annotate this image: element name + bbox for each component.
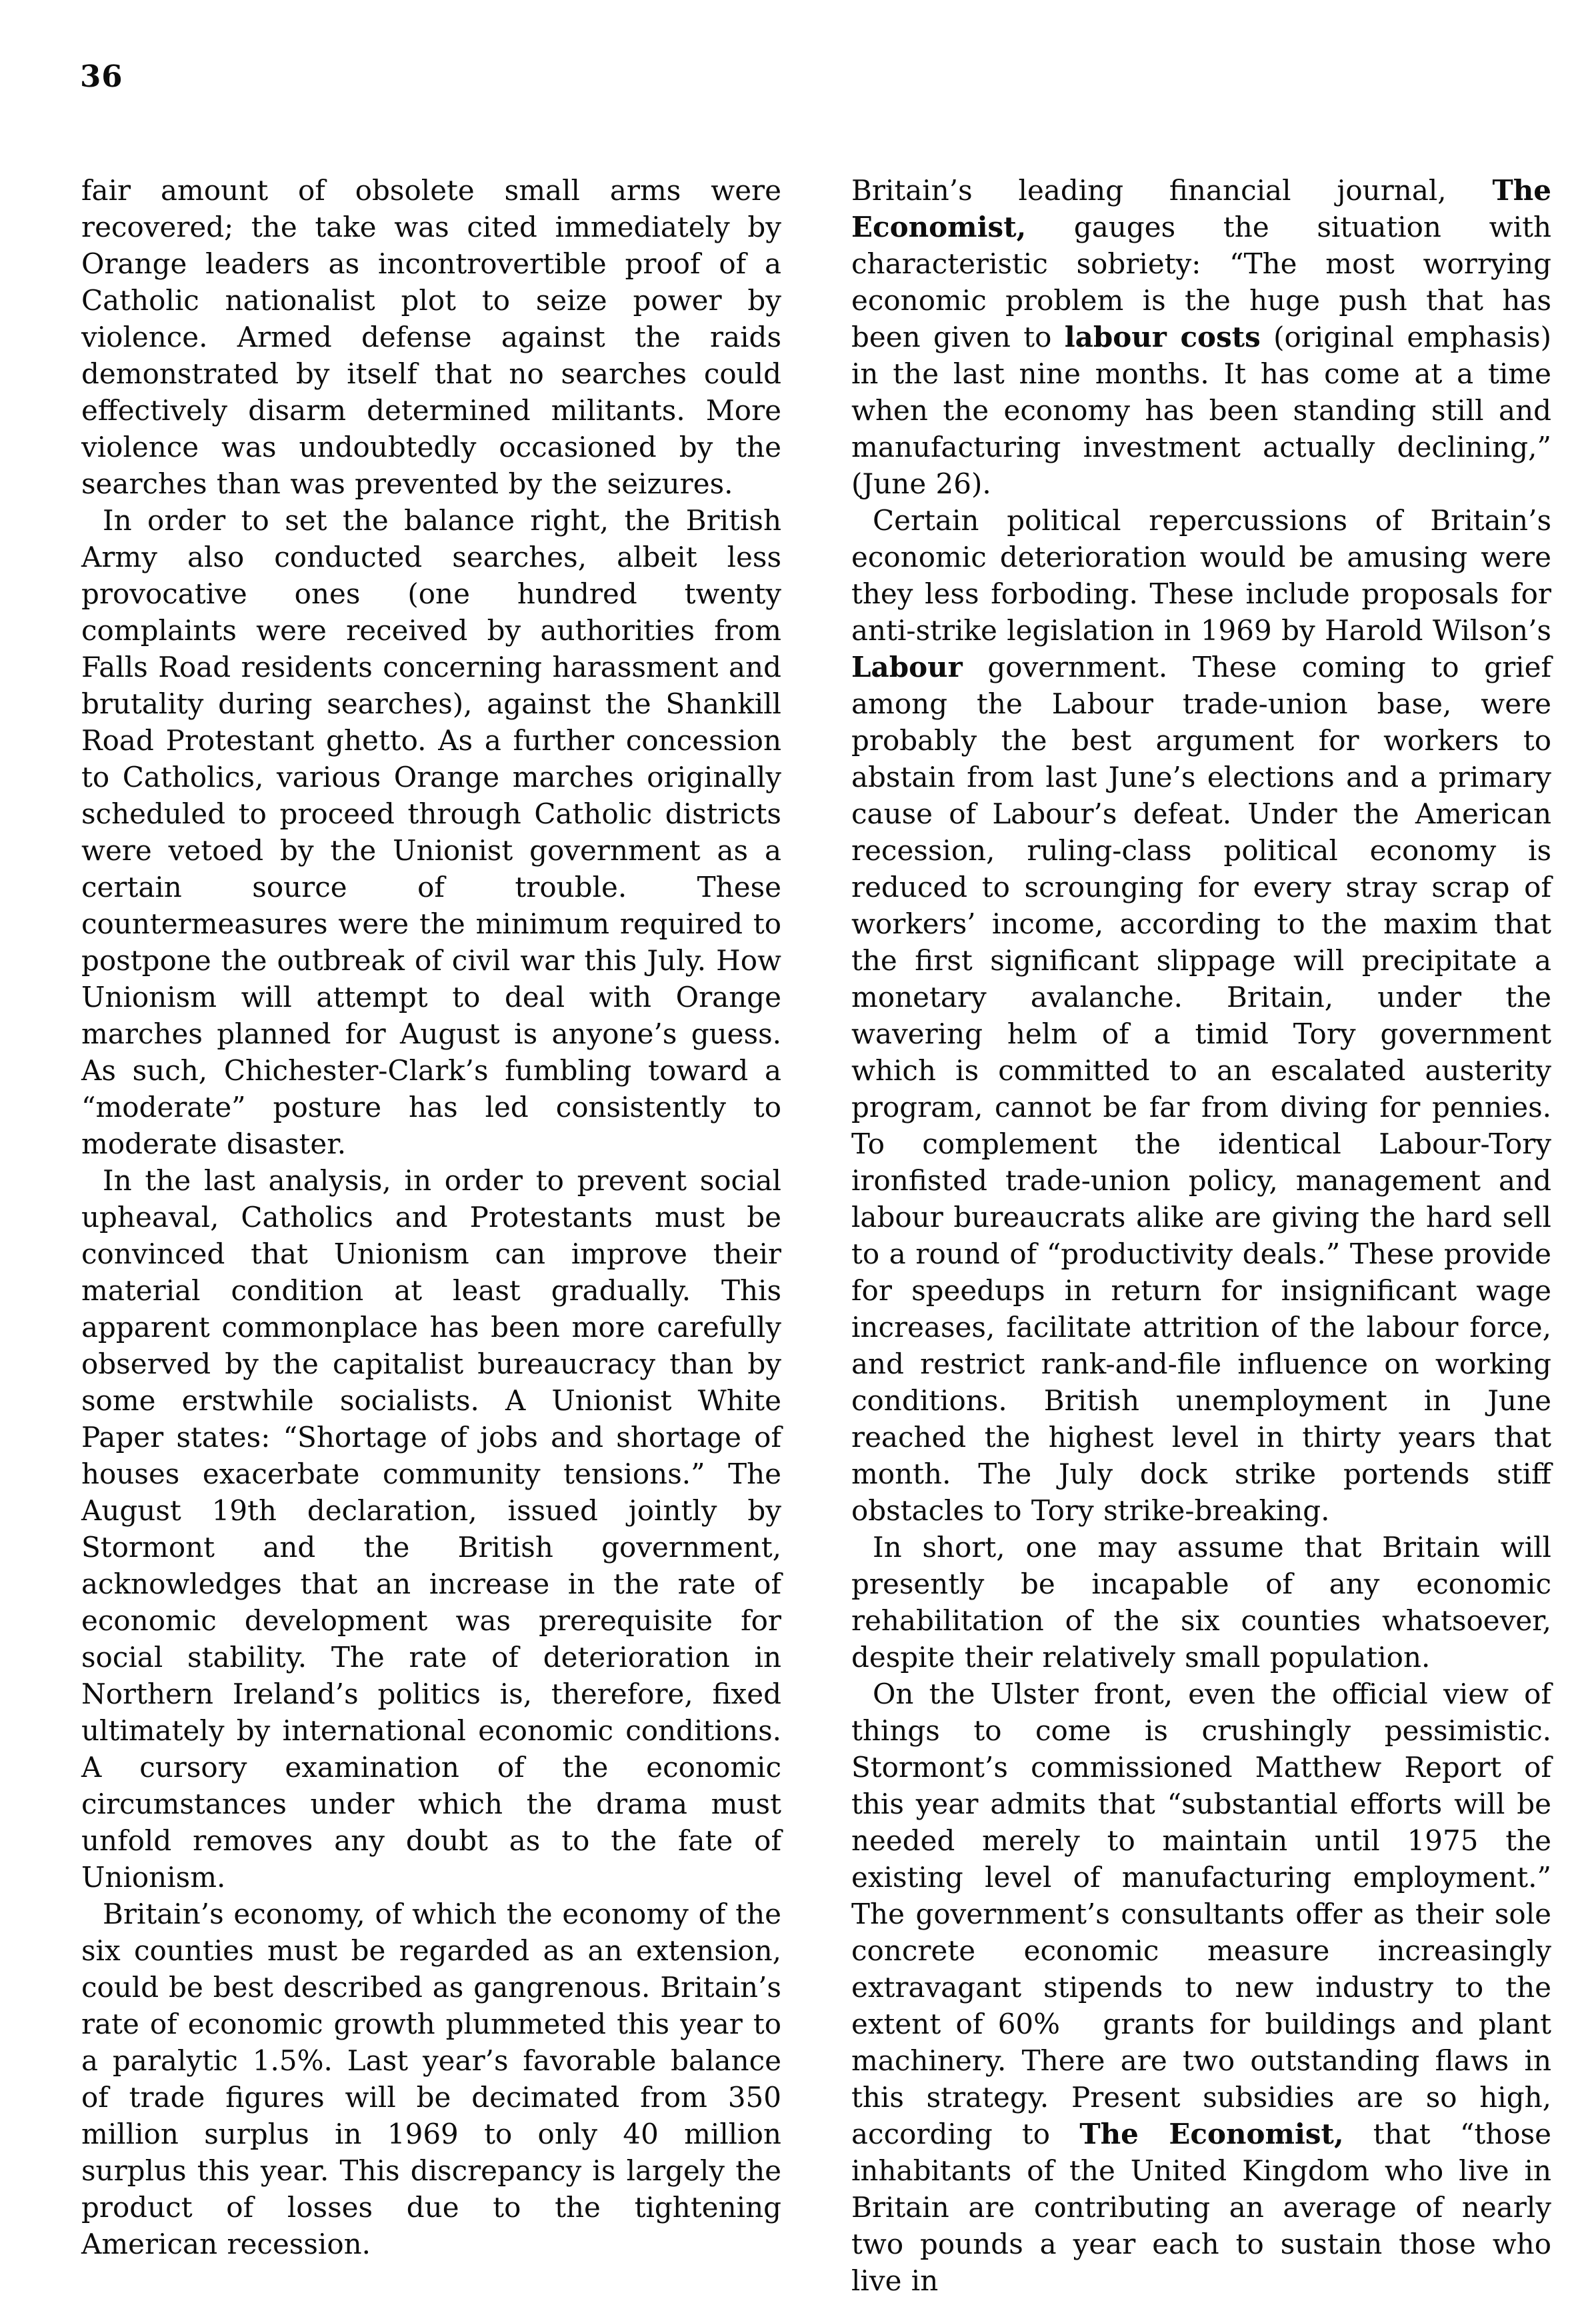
paragraph [81, 172, 781, 502]
text-run: government. These coming to grief among the Labour trade-union base, were probably the best argument for workers to abstain from last June’s elections and a primary cause of Labour’s defeat. Under the American recession, ruling-class political economy is reduced to scrounging for every stray scrap of workers’ income, according to the maxim that the first significant slippage will precipitate a monetary avalanche. Britain, under the wavering helm of a timid Tory government which is committed to an escalated austerity program, cannot be far from diving for pennies. To complement the identical Labour-Tory ironfisted trade-union policy, management and labour bureaucrats alike are giving the hard sell to a round of “productivity deals.” These provide for speedups in return for insignificant wage increases, facilitate attrition of the labour force, and restrict rank-and-file influence on working conditions. British unemployment in June reached the highest level in thirty years that month. The July dock strike portends stiff obstacles to Tory strike-breaking. [851, 651, 1551, 1527]
text-run: (original emphasis) in the last nine months. It has come at a time when the economy has been standing still and manufacturing investment actually declining,” (June 26). [851, 321, 1551, 500]
text-run: In order to set the balance right, the British Army also conducted searches, albeit less provocative ones (one hundred twenty complaints were received by authorities from Falls Road residents concerning harassment and brutality during searches), against the Shankill Road Protestant ghetto. As a further concession to Catholics, various Orange marches originally scheduled to proceed through Catholic districts were vetoed by the Unionist government as a certain source of trouble. These countermeasures were the minimum required to postpone the outbreak of civil war this July. How Unionism will attempt to deal with Orange marches planned for August is anyone’s guess. As such, Chichester-Clark’s fumbling toward a “moderate” posture has led consistently to moderate disaster. [81, 504, 781, 1160]
bold-text-run: Labour [851, 651, 963, 683]
right-column [851, 172, 1551, 2299]
text-run: Certain political repercussions of Britain’s economic deterioration would be amusing were they less forboding. These include proposals for anti-strike legislation in 1969 by Harold Wilson’s [851, 504, 1551, 647]
left-column [81, 172, 781, 2262]
paragraph [851, 502, 1551, 1529]
paragraph [81, 1896, 781, 2262]
text-run: Britain’s leading financial journal, [851, 174, 1493, 207]
text-run: Britain’s economy, of which the economy of the six counties must be regarded as an extension, could be best described as gangrenous. Britain’s rate of economic growth plummeted this year to a paralytic 1.5%. Last year’s favorable balance of trade figures will be decimated from 350 million surplus in 1969 to only 40 million surplus this year. This discrepancy is largely the product of losses due to the tightening American recession. [81, 1898, 781, 2260]
bold-text-run: labour costs [1064, 321, 1261, 353]
bold-text-run: The Economist, [851, 174, 1551, 243]
text-run: that “those inhabitants of the United Kingdom who live in Britain are contributing an average of nearly two pounds a year each to sustain those who live in [851, 2118, 1551, 2297]
paragraph [81, 1162, 781, 1896]
text-run: In the last analysis, in order to prevent social upheaval, Catholics and Protestants must be convinced that Unionism can improve their material condition at least gradually. This apparent commonplace has been more carefully observed by the capitalist bureaucracy than by some erstwhile socialists. A Unionist White Paper states: “Shortage of jobs and shortage of houses exacerbate community tensions.” The August 19th declaration, issued jointly by Stormont and the British government, acknowledges that an increase in the rate of economic development was prerequisite for social stability. The rate of deterioration in Northern Ireland’s politics is, therefore, fixed ultimately by international economic conditions. A cursory examination of the economic circumstances under which the drama must unfold removes any doubt as to the fate of Unionism. [81, 1164, 781, 1894]
paragraph [851, 172, 1551, 502]
text-run: In short, one may assume that Britain will presently be incapable of any economic rehabilitation of the six counties whatsoever, despite their relatively small population. [851, 1531, 1551, 1674]
paragraph [851, 1676, 1551, 2299]
page-number: 36 [80, 59, 123, 94]
paragraph [851, 1529, 1551, 1676]
text-run: fair amount of obsolete small arms were recovered; the take was cited immediately by Orange leaders as incontrovertible proof of a Catholic nationalist plot to seize power by violence. Armed defense against the raids demonstrated by itself that no searches could effectively disarm determined militants. More violence was undoubtedly occasioned by the searches than was prevented by the seizures. [81, 174, 781, 500]
bold-text-run: The Economist, [1079, 2118, 1344, 2150]
text-run: On the Ulster front, even the official view of things to come is crushingly pessimistic. Stormont’s commissioned Matthew Report of this year admits that “substantial efforts will be needed merely to maintain until 1975 the existing level of manufacturing employment.” The government’s consultants offer as their sole concrete economic measure increasingly extravagant stipends to new industry to the extent of 60% grants for buildings and plant machinery. There are two outstanding flaws in this strategy. Present subsidies are so high, according to [851, 1678, 1551, 2150]
text-run: gauges the situation with characteristic sobriety: “The most worrying economic problem is the huge push that has been given to [851, 211, 1551, 353]
paragraph [81, 502, 781, 1162]
